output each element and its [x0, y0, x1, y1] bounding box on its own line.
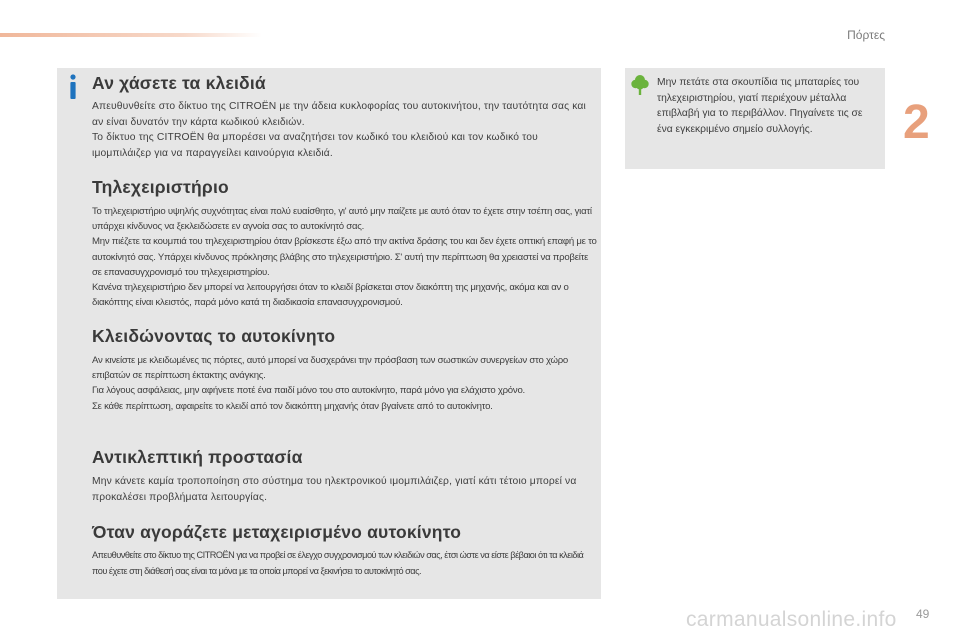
section-title: Αντικλεπτική προστασία: [92, 447, 303, 467]
section-lost-keys: [92, 73, 598, 161]
paragraph: Το τηλεχειριστήριο υψηλής συχνότητας είναι πολύ ευαίσθητο, γι' αυτό μην παίζετε με αυτό όταν το έχετε στην τσέπη σας, γιατί υπάρχει κίνδυνος να ξεκλειδώσετε εν αγνοία σας το αυτοκίνητό σας.: [92, 206, 592, 233]
section-title: Αν χάσετε τα κλειδιά: [92, 73, 266, 93]
paragraph: Αν κινείστε με κλειδωμένες τις πόρτες, αυτό μπορεί να δυσχεράνει την πρόσβαση των σωστικών συνεργείων στο χώρο επιβατών σε περίπτωση έκτακτης ανάγκης.: [92, 355, 569, 382]
paragraph: Για λόγους ασφάλειας, μην αφήνετε ποτέ ένα παιδί μόνο του στο αυτοκίνητο, παρά μόνο για ελάχιστο χρόνο.: [92, 385, 525, 397]
tree-icon: [631, 74, 649, 96]
section-used-car: [92, 522, 598, 579]
section-anti-theft: [92, 447, 598, 505]
paragraph: Απευθυνθείτε στο δίκτυο της CITROËN για να προβεί σε έλεγχο συγχρονισμού των κλειδιών σας, έτσι ώστε να είστε βέβαιοι ότι τα κλειδιά που έχετε στη διάθεσή σας είναι τα μόνα με τα οποία μπορεί να ξεκινήσει το αυτοκίνητό σας.: [92, 550, 584, 576]
section-label: Πόρτες: [847, 28, 885, 42]
paragraph: Το δίκτυο της CITROËN θα μπορέσει να αναζητήσει τον κωδικό του κλειδιού και τον κωδικό του ιμομπιλάιζερ για να παραγγείλει καινούργια κλειδιά.: [92, 132, 538, 159]
page-number: 49: [916, 607, 930, 621]
section-locking-car: [92, 326, 598, 414]
paragraph: Κανένα τηλεχειριστήριο δεν μπορεί να λειτουργήσει όταν το κλειδί βρίσκεται στον διακόπτη της μηχανής, ακόμα και αν ο διακόπτης είναι κλειστός, παρά μόνο κατά τη διαδικασία επανασυγχρονισμού.: [92, 282, 569, 309]
section-title: Τηλεχειριστήριο: [92, 177, 229, 197]
info-icon: [67, 74, 79, 100]
paragraph: Μην πιέζετε τα κουμπιά του τηλεχειριστηρίου όταν βρίσκεστε έξω από την ακτίνα δράσης του και δεν έχετε οπτική επαφή με το αυτοκίνητό σας. Υπάρχει κίνδυνος πρόκλησης βλάβης στο τηλεχειριστήριο. Σ' αυτή την περίπτωση θα χρειαστεί να προβείτε σε επανασυγχρονισμό του τηλεχειριστηρίου.: [92, 236, 597, 278]
chapter-number: 2: [903, 96, 930, 149]
header-accent-bar: [0, 33, 262, 37]
section-title: Κλειδώνοντας το αυτοκίνητο: [92, 326, 336, 346]
section-remote-control: [92, 177, 598, 310]
watermark: carmanualsonline.info: [686, 608, 897, 631]
environment-note-text: Μην πετάτε στα σκουπίδια τις μπαταρίες του τηλεχειριστηρίου, γιατί περιέχουν μέταλλα επιβλαβή για το περιβάλλον. Πηγαίνετε τις σε ένα εγκεκριμένο σημείο συλλογής.: [657, 77, 863, 135]
paragraph: Απευθυνθείτε στο δίκτυο της CITROËN με την άδεια κυκλοφορίας του αυτοκινήτου, την ταυτότητα σας και αν είναι δυνατόν την κάρτα κωδικού κλειδιών.: [92, 101, 586, 128]
paragraph: Μην κάνετε καμία τροποποίηση στο σύστημα του ηλεκτρονικού ιμομπιλάιζερ, γιατί κάτι τέτοιο μπορεί να προκαλέσει προβλήματα λειτουργίας.: [92, 476, 577, 503]
paragraph: Σε κάθε περίπτωση, αφαιρείτε το κλειδί από τον διακόπτη μηχανής όταν βγαίνετε από το αυτοκίνητο.: [92, 400, 493, 412]
section-title: Όταν αγοράζετε μεταχειρισμένο αυτοκίνητο: [92, 522, 462, 542]
